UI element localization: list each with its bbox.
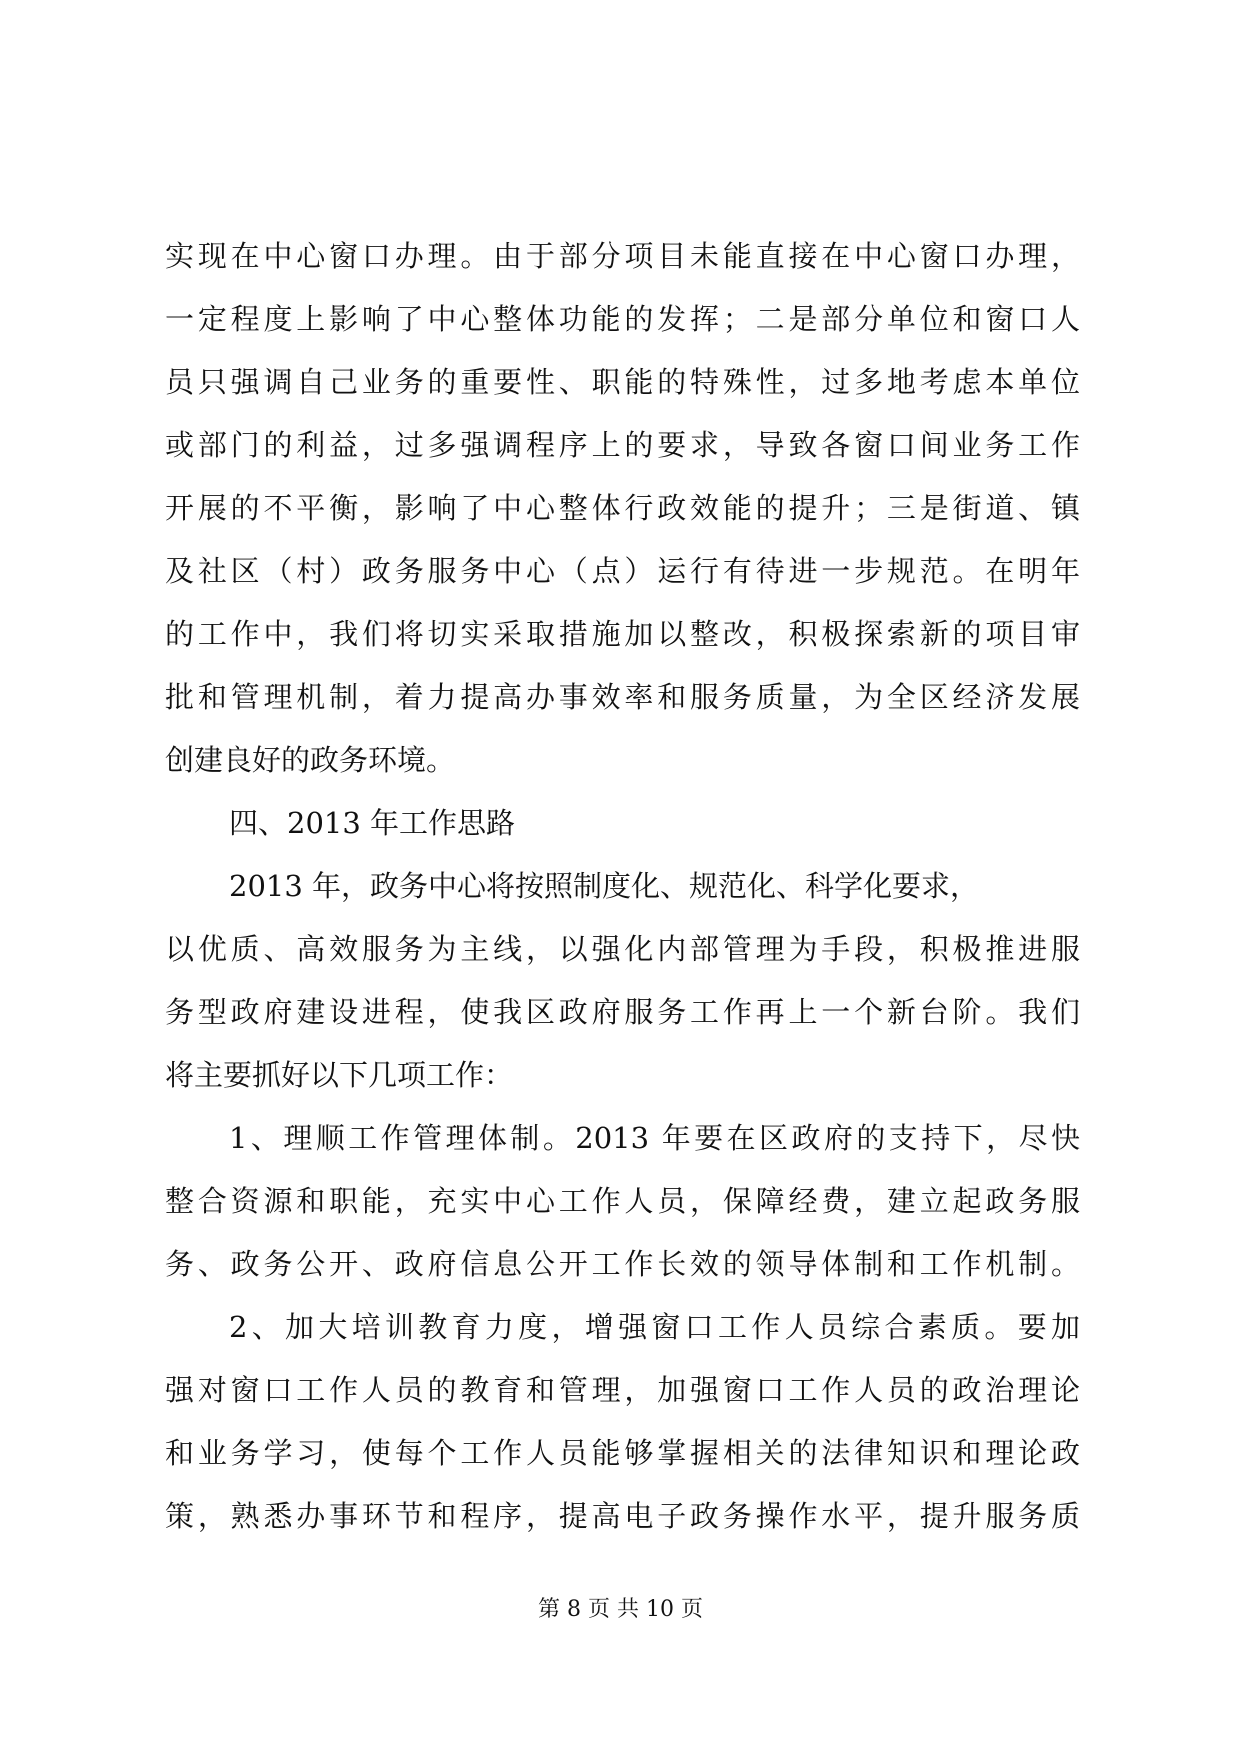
text-line: 以优质、高效服务为主线，以强化内部管理为手段，积极推进服 <box>165 932 1080 966</box>
text-line: 的工作中，我们将切实采取措施加以整改，积极探索新的项目审 <box>165 617 1080 651</box>
text-line: 员只强调自己业务的重要性、职能的特殊性，过多地考虑本单位 <box>165 365 1080 399</box>
page-footer: 第 8 页 共 10 页 <box>538 1597 703 1622</box>
text-line: 整合资源和职能，充实中心工作人员，保障经费，建立起政务服 <box>165 1184 1080 1218</box>
text-line: 2、加大培训教育力度，增强窗口工作人员综合素质。要加 <box>229 1310 1080 1344</box>
text-line: 将主要抓好以下几项工作： <box>165 1058 514 1092</box>
text-line: 务、政务公开、政府信息公开工作长效的领导体制和工作机制。 <box>165 1247 1080 1281</box>
text-line: 实现在中心窗口办理。由于部分项目未能直接在中心窗口办理， <box>165 239 1080 273</box>
body-text <box>165 225 1080 1548</box>
text-line: 1、理顺工作管理体制。2013 年要在区政府的支持下，尽快 <box>229 1121 1080 1155</box>
text-line: 2013 年，政务中心将按照制度化、规范化、科学化要求， <box>229 869 980 903</box>
text-line: 创建良好的政务环境。 <box>165 743 456 777</box>
text-line: 或部门的利益，过多强调程序上的要求，导致各窗口间业务工作 <box>165 428 1080 462</box>
text-line: 务型政府建设进程，使我区政府服务工作再上一个新台阶。我们 <box>165 995 1080 1029</box>
section-heading: 四、2013 年工作思路 <box>229 806 516 840</box>
text-line: 及社区（村）政务服务中心（点）运行有待进一步规范。在明年 <box>165 554 1080 588</box>
text-line: 强对窗口工作人员的教育和管理，加强窗口工作人员的政治理论 <box>165 1373 1080 1407</box>
text-line: 开展的不平衡，影响了中心整体行政效能的提升；三是街道、镇 <box>165 491 1080 525</box>
text-line: 一定程度上影响了中心整体功能的发挥；二是部分单位和窗口人 <box>165 302 1080 336</box>
text-line: 策，熟悉办事环节和程序，提高电子政务操作水平，提升服务质 <box>165 1499 1080 1533</box>
text-line: 和业务学习，使每个工作人员能够掌握相关的法律知识和理论政 <box>165 1436 1080 1470</box>
text-line: 批和管理机制，着力提高办事效率和服务质量，为全区经济发展 <box>165 680 1080 714</box>
